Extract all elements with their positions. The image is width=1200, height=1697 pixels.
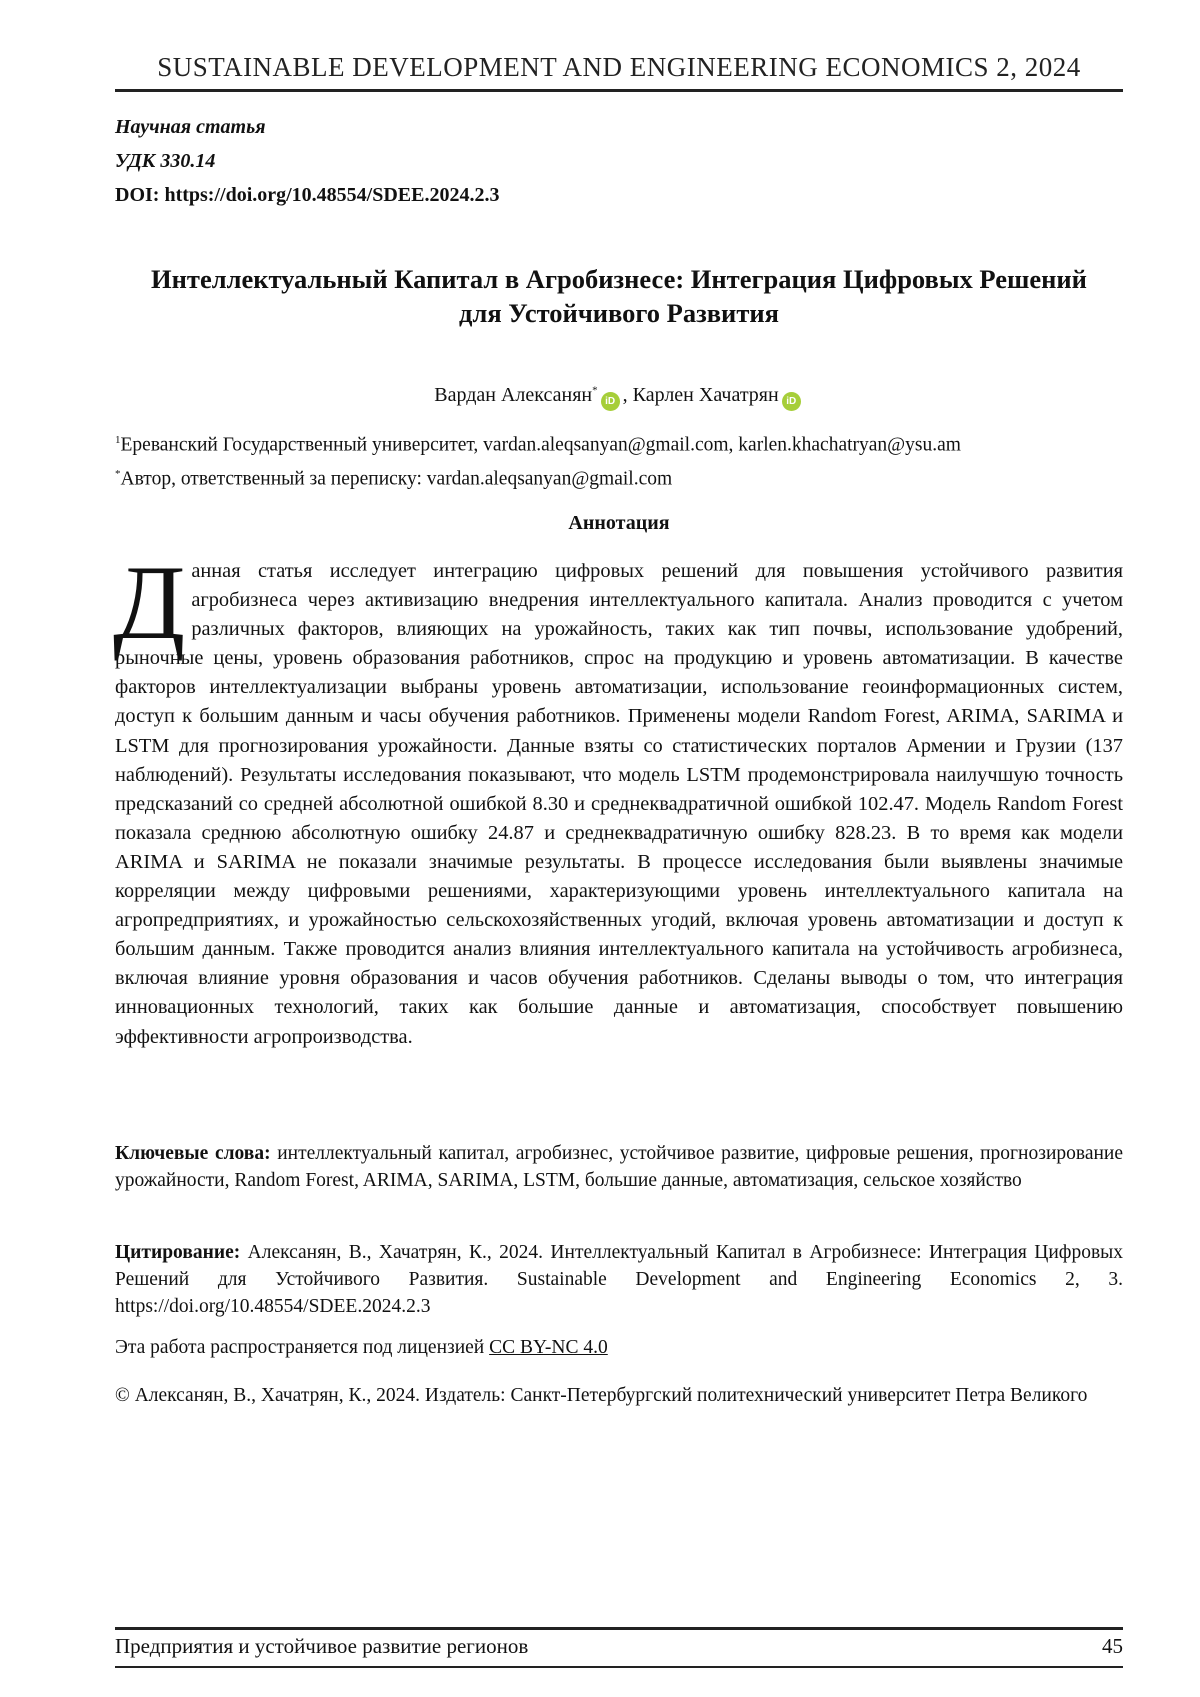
citation (115, 1239, 1123, 1320)
author-separator: , (622, 384, 628, 406)
keywords (115, 1140, 1123, 1194)
doi[interactable]: DOI: https://doi.org/10.48554/SDEE.2024.2.3 (115, 184, 500, 206)
orcid-icon[interactable]: iD (601, 392, 620, 411)
license (115, 1337, 1123, 1359)
license-link[interactable]: CC BY-NC 4.0 (489, 1337, 608, 1358)
paper-title (115, 262, 1123, 330)
affiliation-text: Ереванский Государственный университет, vardan.aleqsanyan@gmail.com, karlen.khachatryan@ysu.am (120, 434, 961, 456)
footer-rule-bottom (115, 1666, 1123, 1668)
affiliation-sup: 1 (115, 434, 121, 446)
authors (115, 384, 1123, 411)
corresponding-sup: * (115, 467, 121, 480)
title-line-2: для Устойчивого Развития (459, 298, 779, 328)
abstract (113, 544, 1123, 1052)
citation-text: Алексанян, В., Хачатрян, К., 2024. Интеллектуальный Капитал в Агробизнесе: Интеграция Цифровых Решений для Устойчивого Развития. Sustainable Development and Engineering Economics 2, 3. https://doi.org/10.48554/SDEE.2024.2.3 (115, 1242, 1123, 1317)
udk: УДК 330.14 (115, 150, 216, 172)
affiliations (115, 426, 1123, 493)
abstract-heading: Аннотация (568, 512, 670, 534)
corresponding-line (115, 460, 1123, 494)
license-text: Эта работа распространяется под лицензией (115, 1337, 485, 1358)
footer (115, 1634, 1123, 1659)
footer-section: Предприятия и устойчивое развитие регионов (115, 1634, 529, 1658)
author-2: Карлен Хачатрян (632, 384, 779, 406)
article-meta (115, 110, 499, 212)
page (115, 0, 1123, 1697)
article-type: Научная статья (115, 116, 266, 138)
affiliation-line (115, 426, 1123, 460)
corresponding-text: Автор, ответственный за переписку: vardan.aleqsanyan@gmail.com (120, 468, 673, 489)
page-number: 45 (1102, 1634, 1123, 1658)
title-line-1: Интеллектуальный Капитал в Агробизнесе: Интеграция Цифровых Решений (151, 264, 1087, 294)
author-1: Вардан Алексанян (434, 384, 593, 406)
journal-header: SUSTAINABLE DEVELOPMENT AND ENGINEERING ECONOMICS 2, 2024 (115, 52, 1123, 92)
footer-rule-top (115, 1627, 1123, 1630)
drop-cap: Д (113, 544, 186, 661)
keywords-label: Ключевые слова: (115, 1143, 271, 1164)
keywords-text: интеллектуальный капитал, агробизнес, устойчивое развитие, цифровые решения, прогнозирование урожайности, Random Forest, ARIMA, SARIMA, LSTM, большие данные, автоматизация, сельское хозяйство (115, 1143, 1124, 1191)
copyright: © Алексанян, В., Хачатрян, К., 2024. Издатель: Санкт-Петербургский политехнический университет Петра Великого (115, 1385, 1088, 1406)
citation-label: Цитирование: (115, 1242, 241, 1263)
orcid-icon[interactable]: iD (782, 392, 801, 411)
author-1-sup: * (592, 384, 598, 397)
abstract-text: анная статья исследует интеграцию цифровых решений для повышения устойчивого развития агробизнеса через активизацию внедрения интеллектуального капитала. Анализ проводится с учетом различных факторов, влияющих на урожайность, таких как тип почвы, использование удобрений, рыночные цены, уровень образования работников, спрос на продукцию и уровень автоматизации. В качестве факторов интеллектуализации выбраны уровень автоматизации, использование геоинформационных систем, доступ к большим данным и часы обучения работников. Применены модели Random Forest, ARIMA, SARIMA и LSTM для прогнозирования урожайности. Данные взяты со статистических порталов Армении и Грузии (137 наблюдений). Результаты исследования показывают, что модель LSTM продемонстрировала наилучшую точность предсказаний со средней абсолютной ошибкой 8.30 и среднеквадратичной ошибкой 102.47. Модель Random Forest показала среднюю абсолютную ошибку 24.87 и среднеквадратичную ошибку 828.23. В то время как модели ARIMA и SARIMA не показали значимые результаты. В процессе исследования были выявлены значимые корреляции между цифровыми решениями, характеризующими уровень интеллектуального капитала на агропредприятиях, и урожайностью сельскохозяйственных угодий, включая уровень автоматизации и доступ к большим данным. Также проводится анализ влияния интеллектуального капитала на устойчивость агробизнеса, включая влияние уровня образования и часов обучения работников. Сделаны выводы о том, что интеграция инновационных технологий, таких как большие данные и автоматизация, способствует повышению эффективности агропроизводства. (115, 560, 1123, 1048)
